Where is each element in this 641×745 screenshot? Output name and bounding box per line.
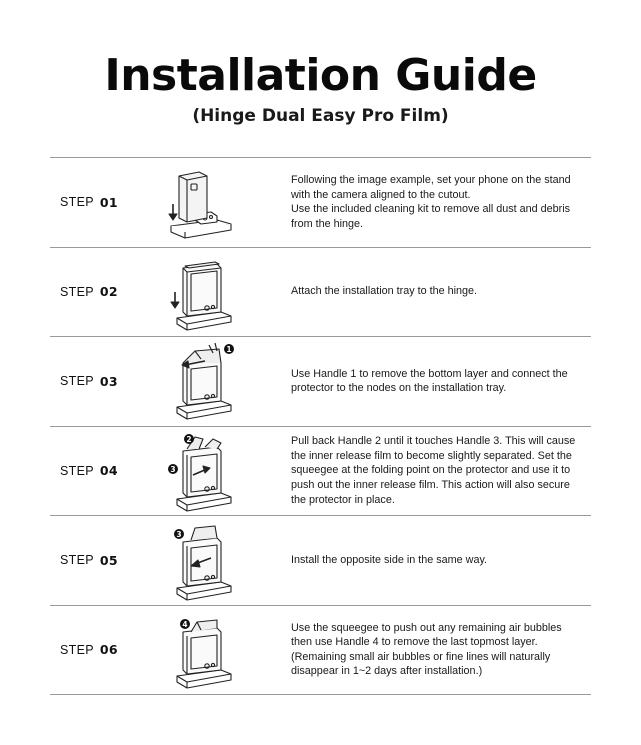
step-word: STEP bbox=[60, 463, 94, 478]
handle-marker-1: 1 bbox=[226, 345, 232, 354]
step-word: STEP bbox=[60, 374, 94, 389]
step-06 bbox=[50, 606, 591, 696]
step-label bbox=[60, 337, 118, 426]
step-word: STEP bbox=[60, 553, 94, 568]
step-02 bbox=[50, 248, 591, 338]
opposite-side-illustration bbox=[155, 520, 245, 602]
step-description: Attach the installation tray to the hinge. bbox=[291, 285, 478, 298]
page-subtitle: (Hinge Dual Easy Pro Film) bbox=[192, 106, 449, 126]
handle-4-illustration bbox=[155, 610, 245, 692]
step-label bbox=[60, 427, 118, 516]
step-description: Install the opposite side in the same way. bbox=[291, 553, 488, 566]
step-description: Use the squeegee to push out any remaining air bubbles then use Handle 4 to remove the last topmost layer. (Remaining small air bubbles or fine lines will naturally disappear in 1~2 days after installation.) bbox=[291, 621, 562, 678]
phone-on-stand-illustration bbox=[155, 162, 245, 244]
step-description: Use Handle 1 to remove the bottom layer and connect the protector to the nodes on the installation tray. bbox=[291, 367, 568, 395]
page-title: Installation Guide bbox=[104, 50, 537, 101]
step-description: Pull back Handle 2 until it touches Handle 3. This will cause the inner release film to become slightly separated. Set the squeegee at the folding point on the protector and use it to push out the inner release film. This action will also secure the protector in place. bbox=[291, 435, 576, 506]
step-number: 06 bbox=[99, 642, 118, 658]
step-number: 02 bbox=[99, 284, 118, 300]
step-label bbox=[60, 248, 118, 337]
step-03 bbox=[50, 337, 591, 427]
step-number: 05 bbox=[99, 552, 118, 568]
handle-marker-3: 3 bbox=[176, 530, 182, 539]
step-number: 01 bbox=[99, 194, 118, 210]
attach-tray-illustration bbox=[155, 252, 245, 334]
step-04 bbox=[50, 427, 591, 517]
step-word: STEP bbox=[60, 195, 94, 210]
handle-marker-4: 4 bbox=[182, 619, 188, 629]
step-number: 03 bbox=[99, 373, 118, 389]
step-05 bbox=[50, 516, 591, 606]
step-word: STEP bbox=[60, 284, 94, 299]
handle-1-illustration bbox=[155, 341, 245, 423]
step-01 bbox=[50, 158, 591, 248]
handle-marker-2: 2 bbox=[186, 434, 192, 444]
step-description: Following the image example, set your phone on the stand with the camera aligned to the cutout. Use the included cleaning kit to remove all dust and debris from the hinge. bbox=[291, 174, 571, 230]
step-label bbox=[60, 158, 118, 247]
step-word: STEP bbox=[60, 642, 94, 657]
step-label bbox=[60, 606, 118, 695]
step-number: 04 bbox=[99, 463, 118, 479]
handle-marker-3: 3 bbox=[170, 464, 176, 474]
handle-2-3-illustration bbox=[155, 431, 245, 513]
step-label bbox=[60, 516, 118, 605]
steps-list bbox=[50, 157, 591, 695]
